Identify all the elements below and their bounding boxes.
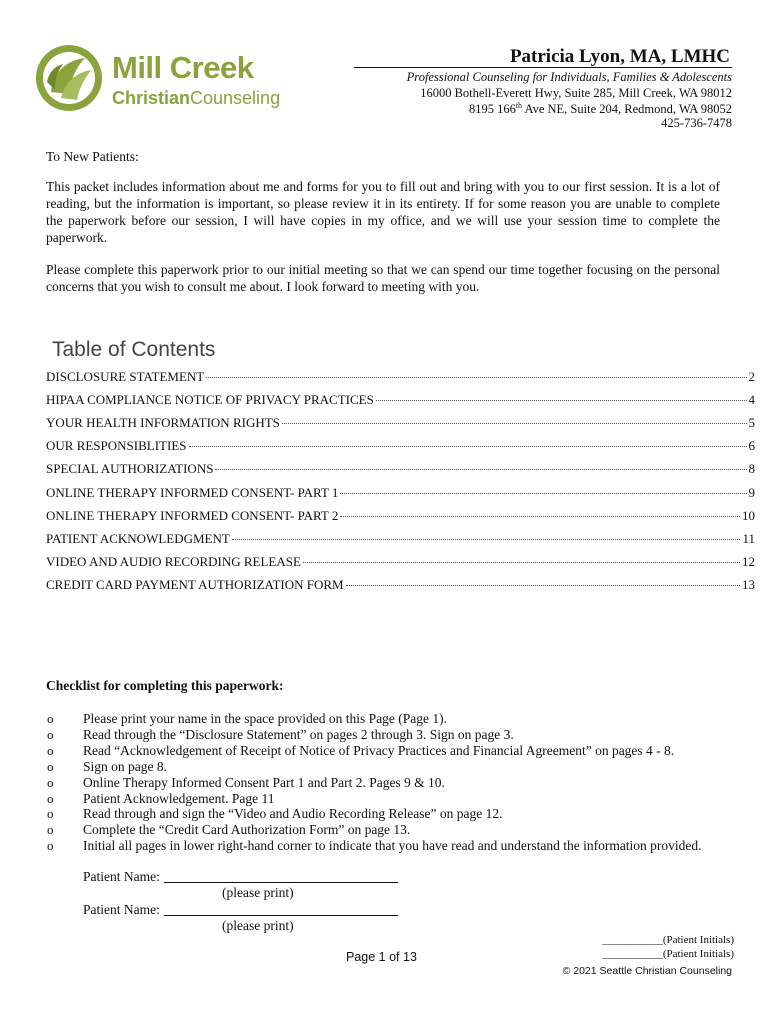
toc-entry-label: OUR RESPONSIBLITIES xyxy=(46,438,187,454)
intro-paragraph-2: Please complete this paperwork prior to our initial meeting so that we can spend our time together focusing on the personal concerns that you wish to consult me about. I look forward to meeting with you. xyxy=(46,262,720,294)
checklist-item: Initial all pages in lower right-hand corner to indicate that you have read and understand the information provided. xyxy=(83,838,702,854)
logo-tagline xyxy=(112,88,280,109)
checklist-bullet: o xyxy=(47,726,54,742)
toc-entry-label: ONLINE THERAPY INFORMED CONSENT- PART 1 xyxy=(46,484,339,500)
checklist-title: Checklist for completing this paperwork: xyxy=(46,678,284,693)
checklist-bullet: o xyxy=(47,774,54,790)
initials-label-2: (Patient Initials) xyxy=(662,948,734,960)
toc-entry[interactable] xyxy=(46,508,755,526)
toc-entry[interactable] xyxy=(46,554,755,572)
patient-initials-1[interactable] xyxy=(602,934,734,946)
toc-entry-page: 13 xyxy=(742,576,755,592)
toc-title: Table of Contents xyxy=(52,338,216,361)
header-rule xyxy=(354,67,732,68)
checklist-item: Sign on page 8. xyxy=(83,758,167,774)
therapist-name: Patricia Lyon, MA, LMHC xyxy=(509,46,730,67)
address2-post: Ave NE, Suite 204, Redmond, WA 98052 xyxy=(522,102,732,117)
checklist-item: Read through the “Disclosure Statement” on pages 2 through 3. Sign on page 3. xyxy=(83,726,514,742)
toc-entry[interactable] xyxy=(46,461,755,479)
toc-dot-leader xyxy=(340,516,740,517)
toc-entry-page: 8 xyxy=(748,461,755,477)
toc-dot-leader xyxy=(346,585,740,586)
checklist-bullet: o xyxy=(47,742,54,758)
checklist-item: Read “Acknowledgement of Receipt of Notice of Privacy Practices and Financial Agreement” on pages 4 - 8. xyxy=(83,742,675,758)
toc-entry-page: 5 xyxy=(748,415,755,431)
toc-entry[interactable] xyxy=(46,438,755,456)
checklist-bullet: o xyxy=(47,758,54,774)
toc-entry-page: 11 xyxy=(742,530,755,546)
address-line-2 xyxy=(469,101,732,117)
toc-entry[interactable] xyxy=(46,369,755,387)
toc-entry-label: VIDEO AND AUDIO RECORDING RELEASE xyxy=(46,553,301,569)
toc-dot-leader xyxy=(215,469,746,470)
toc-dot-leader xyxy=(340,493,746,494)
please-print-hint-1: (please print) xyxy=(222,885,294,900)
leaf-logo-icon xyxy=(33,42,105,114)
checklist-item: Complete the “Credit Card Authorization Form” on page 13. xyxy=(83,822,411,838)
checklist-bullet: o xyxy=(47,711,54,726)
checklist-bullet: o xyxy=(47,822,54,838)
patient-name-line-2[interactable] xyxy=(164,915,398,916)
toc-entry-label: CREDIT CARD PAYMENT AUTHORIZATION FORM xyxy=(46,576,344,592)
toc-entry-page: 2 xyxy=(748,369,755,384)
toc-entry-label: ONLINE THERAPY INFORMED CONSENT- PART 2 xyxy=(46,507,339,523)
toc-dot-leader xyxy=(189,446,747,447)
toc-entry-label: HIPAA COMPLIANCE NOTICE OF PRIVACY PRACTICES xyxy=(46,392,374,408)
toc-entry-label: YOUR HEALTH INFORMATION RIGHTS xyxy=(46,415,280,431)
checklist-item: Online Therapy Informed Consent Part 1 and Part 2. Pages 9 & 10. xyxy=(83,774,445,790)
checklist-bullet: o xyxy=(47,838,54,854)
initials-label-1: (Patient Initials) xyxy=(662,934,734,946)
toc-entry[interactable] xyxy=(46,415,755,433)
toc-entry[interactable] xyxy=(46,531,755,549)
logo-tag-bold: Christian xyxy=(112,88,191,108)
checklist-item: Read through and sign the “Video and Audio Recording Release” on page 12. xyxy=(83,806,503,822)
patient-name-line-1[interactable] xyxy=(164,882,398,883)
patient-initials-2[interactable] xyxy=(602,948,734,960)
initials-blank-2: ___________ xyxy=(602,948,663,960)
checklist-bullet: o xyxy=(47,790,54,806)
please-print-hint-2: (please print) xyxy=(222,918,294,933)
toc-entry-label: DISCLOSURE STATEMENT xyxy=(46,369,205,384)
logo-tag-light: Counseling xyxy=(190,88,281,108)
toc-entry[interactable] xyxy=(46,577,755,595)
toc-dot-leader xyxy=(303,562,740,563)
toc-entry[interactable] xyxy=(46,392,755,410)
toc-dot-leader xyxy=(232,539,741,540)
address-line-1: 16000 Bothell-Everett Hwy, Suite 285, Mill Creek, WA 98012 xyxy=(420,86,732,100)
intro-paragraph-1: This packet includes information about me and forms for you to fill out and bring with you to our first session. It is a lot of reading, but the information is important, so please review it in its entirety. If for some reason you are unable to complete the paperwork before our session, I will have copies in my office, and we will use your session time to complete the paperwork. xyxy=(46,179,720,245)
page-number: Page 1 of 13 xyxy=(346,950,417,964)
address2-pre: 8195 166 xyxy=(468,102,516,117)
toc-entry-page: 4 xyxy=(748,392,755,408)
checklist-bullet: o xyxy=(47,806,54,822)
toc-dot-leader xyxy=(376,400,747,401)
address2-sup: th xyxy=(515,101,523,110)
copyright: © 2021 Seattle Christian Counseling xyxy=(562,965,732,977)
patient-name-label-1: Patient Name: xyxy=(83,869,160,884)
toc-entry-label: PATIENT ACKNOWLEDGMENT xyxy=(46,530,230,546)
toc-dot-leader xyxy=(282,423,747,424)
toc-entry-label: SPECIAL AUTHORIZATIONS xyxy=(46,461,214,477)
toc-entry-page: 9 xyxy=(748,484,755,500)
logo xyxy=(33,42,105,114)
logo-name: Mill Creek xyxy=(112,50,254,85)
toc-entry[interactable] xyxy=(46,485,755,503)
toc-dot-leader xyxy=(206,377,746,378)
initials-blank-1: ___________ xyxy=(602,934,663,946)
patient-name-label-2: Patient Name: xyxy=(83,902,160,917)
checklist-item: Patient Acknowledgement. Page 11 xyxy=(83,790,275,806)
checklist-item: Please print your name in the space provided on this Page (Page 1). xyxy=(83,711,448,726)
practice-subtitle: Professional Counseling for Individuals, Families & Adolescents xyxy=(406,70,732,84)
toc-entry-page: 10 xyxy=(742,507,755,523)
phone: 425-736-7478 xyxy=(661,116,732,130)
toc-entry-page: 12 xyxy=(742,553,755,569)
toc-entry-page: 6 xyxy=(748,438,755,454)
greeting: To New Patients: xyxy=(46,149,139,164)
